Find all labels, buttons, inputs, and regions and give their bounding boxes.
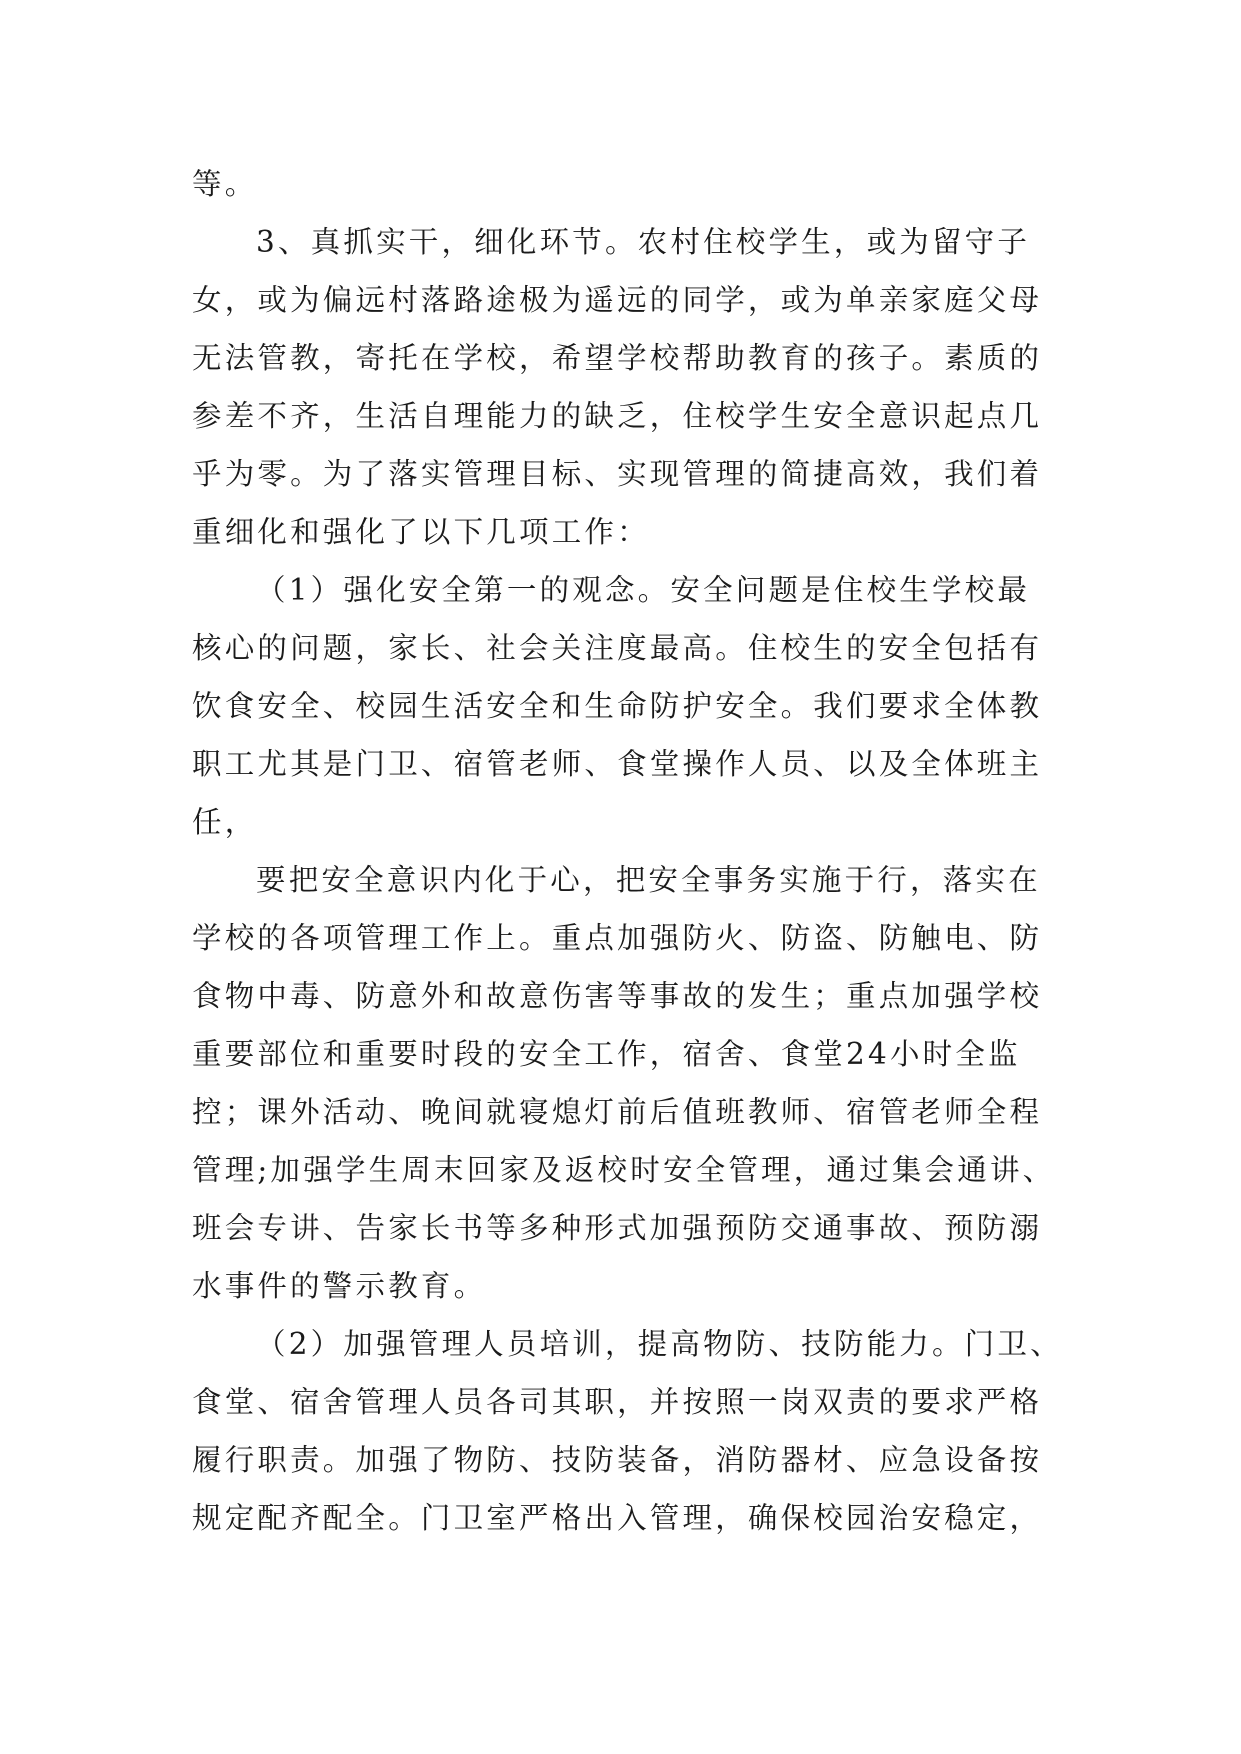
text-line: 女，或为偏远村落路途极为遥远的同学，或为单亲家庭父母 xyxy=(192,283,1043,317)
text-line: 要把安全意识内化于心，把安全事务实施于行，落实在 xyxy=(256,863,1041,897)
text-line: 饮食安全、校园生活安全和生命防护安全。我们要求全体教 xyxy=(192,689,1043,723)
text-line: 等。 xyxy=(192,167,258,201)
paragraph-item-3 xyxy=(192,213,1052,561)
text-line: 班会专讲、告家长书等多种形式加强预防交通事故、预防溺 xyxy=(192,1211,1043,1245)
text-line: 参差不齐，生活自理能力的缺乏，住校学生安全意识起点几 xyxy=(192,399,1043,433)
paragraph-sub-2 xyxy=(192,1315,1063,1547)
text-line: （2）加强管理人员培训，提高物防、技防能力。门卫、 xyxy=(256,1327,1063,1361)
text-line: 食物中毒、防意外和故意伤害等事故的发生；重点加强学校 xyxy=(192,979,1043,1013)
document-body xyxy=(192,155,1063,1547)
paragraph-safety-details xyxy=(192,851,1056,1315)
text-line: 水事件的警示教育。 xyxy=(192,1269,487,1303)
text-line: 控；课外活动、晚间就寝熄灯前后值班教师、宿管老师全程 xyxy=(192,1095,1043,1129)
text-line: 规定配齐配全。门卫室严格出入管理，确保校园治安稳定， xyxy=(192,1501,1043,1535)
text-line: 重细化和强化了以下几项工作： xyxy=(192,515,650,549)
text-line: 任， xyxy=(192,805,258,839)
text-line: 核心的问题，家长、社会关注度最高。住校生的安全包括有 xyxy=(192,631,1043,665)
text-line: 3、真抓实干，细化环节。农村住校学生，或为留守子 xyxy=(256,225,1031,259)
text-line: 履行职责。加强了物防、技防装备，消防器材、应急设备按 xyxy=(192,1443,1043,1477)
paragraph-continuation xyxy=(192,155,1052,213)
text-line: （1）强化安全第一的观念。安全问题是住校生学校最 xyxy=(256,573,1031,607)
text-line: 管理;加强学生周末回家及返校时安全管理，通过集会通讲、 xyxy=(192,1153,1056,1187)
text-line: 无法管教，寄托在学校，希望学校帮助教育的孩子。素质的 xyxy=(192,341,1043,375)
paragraph-sub-1 xyxy=(192,561,1052,851)
text-line: 乎为零。为了落实管理目标、实现管理的简捷高效，我们着 xyxy=(192,457,1043,491)
text-line: 重要部位和重要时段的安全工作，宿舍、食堂24小时全监 xyxy=(192,1037,1021,1071)
text-line: 学校的各项管理工作上。重点加强防火、防盗、防触电、防 xyxy=(192,921,1043,955)
text-line: 食堂、宿舍管理人员各司其职，并按照一岗双责的要求严格 xyxy=(192,1385,1043,1419)
text-line: 职工尤其是门卫、宿管老师、食堂操作人员、以及全体班主 xyxy=(192,747,1043,781)
